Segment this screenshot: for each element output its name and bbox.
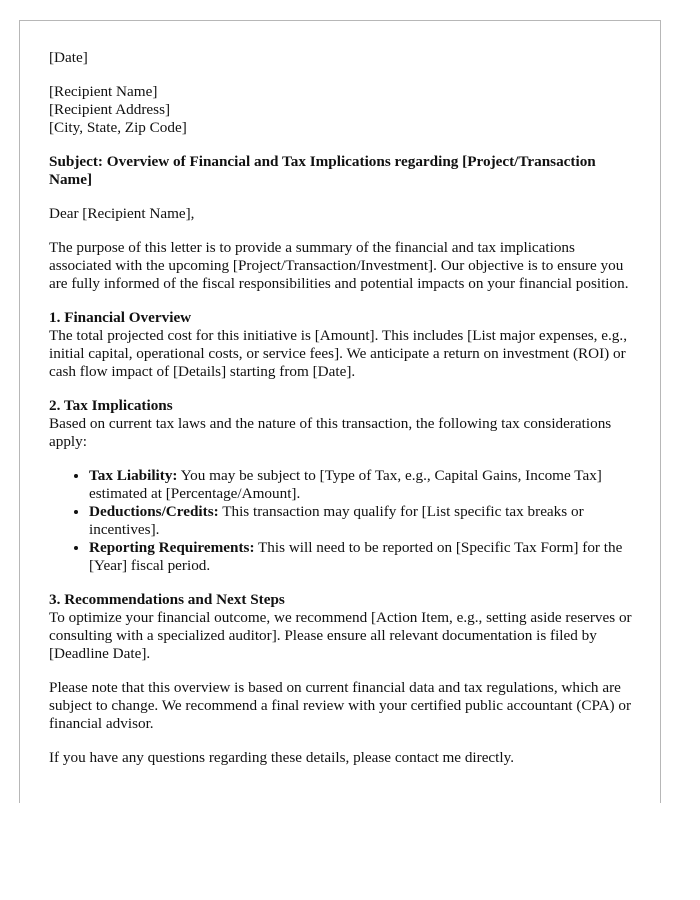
recommendations-heading: 3. Recommendations and Next Steps <box>49 591 285 608</box>
recipient-address: [Recipient Address] <box>49 101 171 118</box>
recommendations-text: To optimize your financial outcome, we recommend [Action Item, e.g., setting aside reserves or consulting with a specialized auditor]. Please ensure all relevant documentation is filed by [Deadline Date]. <box>49 609 632 662</box>
salutation: Dear [Recipient Name], <box>49 205 195 222</box>
letter-body <box>49 49 639 783</box>
recommendations-section <box>49 591 639 663</box>
recipient-name: [Recipient Name] <box>49 83 158 100</box>
subject-line: Subject: Overview of Financial and Tax Implications regarding [Project/Transaction Name] <box>49 153 596 188</box>
tax-liability-label: Tax Liability: <box>89 467 178 484</box>
deductions-credits-text: This transaction may qualify for [List specific tax breaks or incentives]. <box>89 503 584 538</box>
recipient-city-state-zip: [City, State, Zip Code] <box>49 119 187 136</box>
financial-overview-section <box>49 309 639 381</box>
reporting-requirements-text: This will need to be reported on [Specific Tax Form] for the [Year] fiscal period. <box>89 539 623 574</box>
reporting-requirements-label: Reporting Requirements: <box>89 539 255 556</box>
intro-paragraph: The purpose of this letter is to provide a summary of the financial and tax implications associated with the upcoming [Project/Transaction/Investment]. Our objective is to ensure you are fully informed of the fiscal responsibilities and potential impacts on your financial position. <box>49 239 629 292</box>
financial-overview-heading: 1. Financial Overview <box>49 309 192 326</box>
list-item-deductions-credits <box>89 503 639 539</box>
letter-date: [Date] <box>49 49 88 66</box>
tax-implications-text: Based on current tax laws and the nature of this transaction, the following tax considerations apply: <box>49 415 612 450</box>
note-paragraph: Please note that this overview is based on current financial data and tax regulations, which are subject to change. We recommend a final review with your certified public accountant (CPA) or financial advisor. <box>49 679 632 732</box>
tax-implications-heading: 2. Tax Implications <box>49 397 173 414</box>
tax-implications-section <box>49 397 639 575</box>
deductions-credits-label: Deductions/Credits: <box>89 503 219 520</box>
closing-paragraph: If you have any questions regarding these details, please contact me directly. <box>49 749 515 766</box>
list-item-reporting-requirements <box>89 539 639 575</box>
tax-liability-text: You may be subject to [Type of Tax, e.g., Capital Gains, Income Tax] estimated at [Percentage/Amount]. <box>89 467 602 502</box>
list-item-tax-liability <box>89 467 639 503</box>
recipient-block <box>49 83 639 137</box>
financial-overview-text: The total projected cost for this initiative is [Amount]. This includes [List major expenses, e.g., initial capital, operational costs, or service fees]. We anticipate a return on investment (ROI) or cash flow impact of [Details] starting from [Date]. <box>49 327 627 380</box>
tax-considerations-list <box>49 467 639 575</box>
